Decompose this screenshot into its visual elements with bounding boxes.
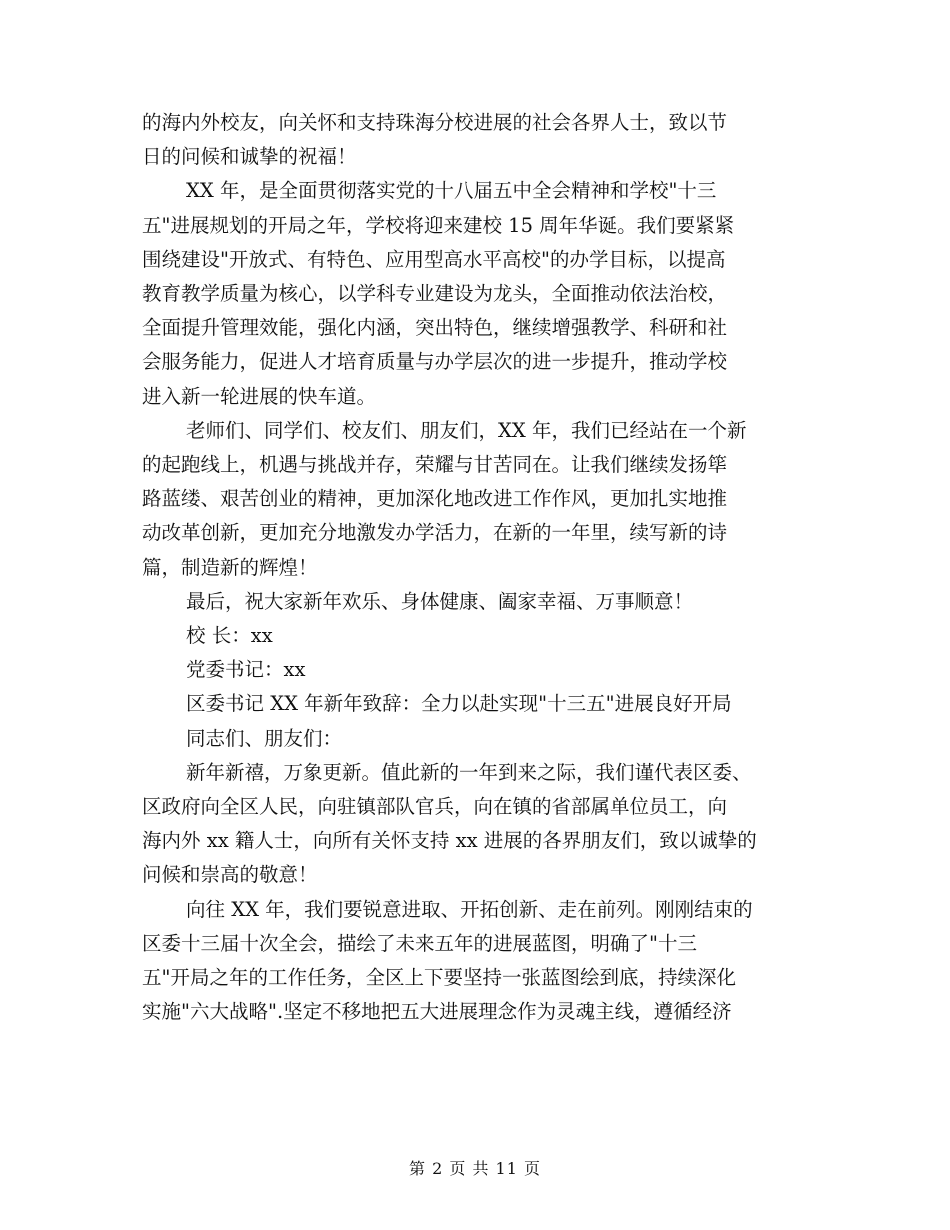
text-line: 向往 XX 年，我们要锐意进取、开拓创新、走在前列。刚刚结束的 (186, 897, 753, 921)
text-line: 校 长：xx (186, 624, 273, 648)
text-line: 同志们、朋友们： (186, 726, 343, 750)
text-line: 实施"六大战略".坚定不移地把五大进展理念作为灵魂主线，遵循经济 (142, 1000, 732, 1024)
text-line: 党委书记：xx (186, 658, 306, 682)
page-footer: 第 2 页 共 11 页 (409, 1159, 541, 1178)
text-line: 问候和崇高的敬意！ (142, 863, 318, 887)
text-line: 五"开局之年的工作任务，全区上下要坚持一张蓝图绘到底，持续深化 (142, 966, 736, 990)
signature-principal (142, 619, 814, 653)
text-line: 最后，祝大家新年欢乐、身体健康、阖家幸福、万事顺意！ (186, 589, 694, 613)
text-line: 海内外 xx 籍人士，向所有关怀支持 xx 进展的各界朋友们，致以诚挚的 (142, 829, 757, 853)
salutation (142, 722, 814, 756)
text-line: 围绕建设"开放式、有特色、应用型高水平高校"的办学目标，以提高 (142, 247, 726, 271)
paragraph-5 (142, 756, 814, 893)
text-line: XX 年，是全面贯彻落实党的十八届五中全会精神和学校"十三 (186, 179, 717, 203)
text-line: 动改革创新，更加充分地激发办学活力，在新的一年里，续写新的诗 (142, 521, 728, 545)
text-line: 区委书记 XX 年新年致辞：全力以赴实现"十三五"进展良好开局 (186, 692, 732, 716)
paragraph-3 (142, 414, 814, 585)
text-line: 区委十三届十次全会，描绘了未来五年的进展蓝图，明确了"十三 (142, 931, 697, 955)
paragraph-2 (142, 174, 814, 413)
paragraph-4 (142, 585, 814, 619)
paragraph-1 (142, 106, 814, 174)
text-line: 的起跑线上，机遇与挑战并存，荣耀与甘苦同在。让我们继续发扬筚 (142, 453, 728, 477)
text-line: 路蓝缕、艰苦创业的精神，更加深化地改进工作作风，更加扎实地推 (142, 487, 728, 511)
text-line: 的海内外校友，向关怀和支持珠海分校进展的社会各界人士，致以节 (142, 111, 728, 134)
text-line: 日的问候和诚挚的祝福！ (142, 145, 357, 169)
signature-party-secretary (142, 653, 814, 687)
text-line: 区政府向全区人民，向驻镇部队官兵，向在镇的省部属单位员工，向 (142, 795, 728, 819)
section-heading (142, 687, 814, 721)
text-line: 进入新一轮进展的快车道。 (142, 384, 377, 408)
text-line: 会服务能力，促进人才培育质量与办学层次的进一步提升，推动学校 (142, 350, 728, 374)
document-body (142, 106, 814, 1029)
text-line: 全面提升管理效能，强化内涵，突出特色，继续增强教学、科研和社 (142, 316, 728, 340)
text-line: 篇，制造新的辉煌！ (142, 555, 318, 579)
text-line: 老师们、同学们、校友们、朋友们，XX 年，我们已经站在一个新 (186, 418, 747, 442)
text-line: 五"进展规划的开局之年，学校将迎来建校 15 周年华诞。我们要紧紧 (142, 213, 735, 237)
text-line: 新年新禧，万象更新。值此新的一年到来之际，我们谨代表区委、 (186, 760, 752, 784)
paragraph-6 (142, 893, 814, 1030)
text-line: 教育教学质量为核心，以学科专业建设为龙头，全面推动依法治校， (142, 282, 728, 306)
